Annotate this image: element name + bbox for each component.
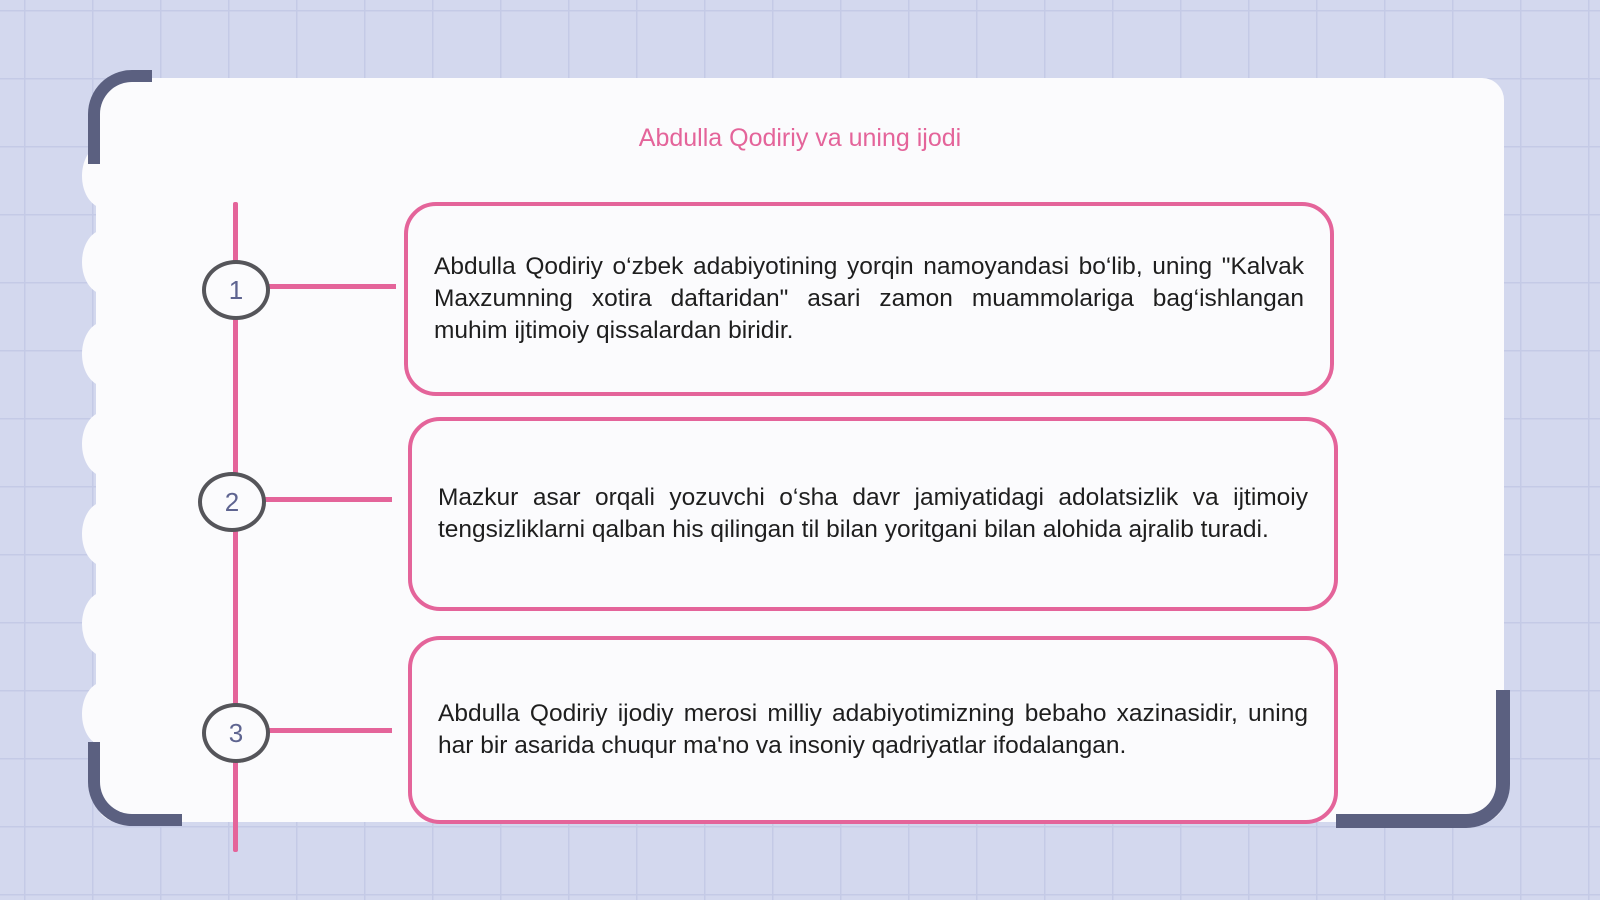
timeline-item-box	[408, 636, 1338, 824]
notebook-edge-bump	[82, 682, 126, 746]
notebook-edge-bump	[82, 592, 126, 656]
corner-bracket-bottom-left	[88, 742, 182, 826]
notebook-edge-bump	[82, 412, 126, 476]
step-number-circle: 1	[202, 260, 270, 320]
timeline-connector	[262, 497, 392, 502]
corner-bracket-bottom-right	[1336, 690, 1510, 828]
timeline-connector	[266, 728, 392, 733]
timeline-connector	[266, 284, 396, 289]
timeline-item-box	[408, 417, 1338, 611]
notebook-edge-bump	[82, 230, 126, 294]
timeline-item-box	[404, 202, 1334, 396]
slide-title: Abdulla Qodiriy va uning ijodi	[638, 124, 962, 152]
step-number-circle: 2	[198, 472, 266, 532]
timeline-item-text: Abdulla Qodiriy ijodiy merosi milliy adabiyotimizning bebaho xazinasidir, uning har bir asarida chuqur ma'no va insoniy qadriyatlar ifodalangan.	[438, 700, 1308, 759]
step-number-circle: 3	[202, 703, 270, 763]
notebook-edge-bump	[82, 502, 126, 566]
timeline-item-text: Mazkur asar orqali yozuvchi o‘sha davr jamiyatidagi adolatsizlik va ijtimoiy tengsizliklarni qalban his qilingan til bilan yoritgani bilan alohida ajralib turadi.	[438, 484, 1308, 543]
timeline-item-text: Abdulla Qodiriy o‘zbek adabiyotining yorqin namoyandasi bo‘lib, uning "Kalvak Maxzumning xotira daftaridan" asari zamon muammolariga bag‘ishlangan muhim ijtimoiy qissalardan biridir.	[434, 253, 1304, 344]
notebook-edge-bump	[82, 322, 126, 386]
